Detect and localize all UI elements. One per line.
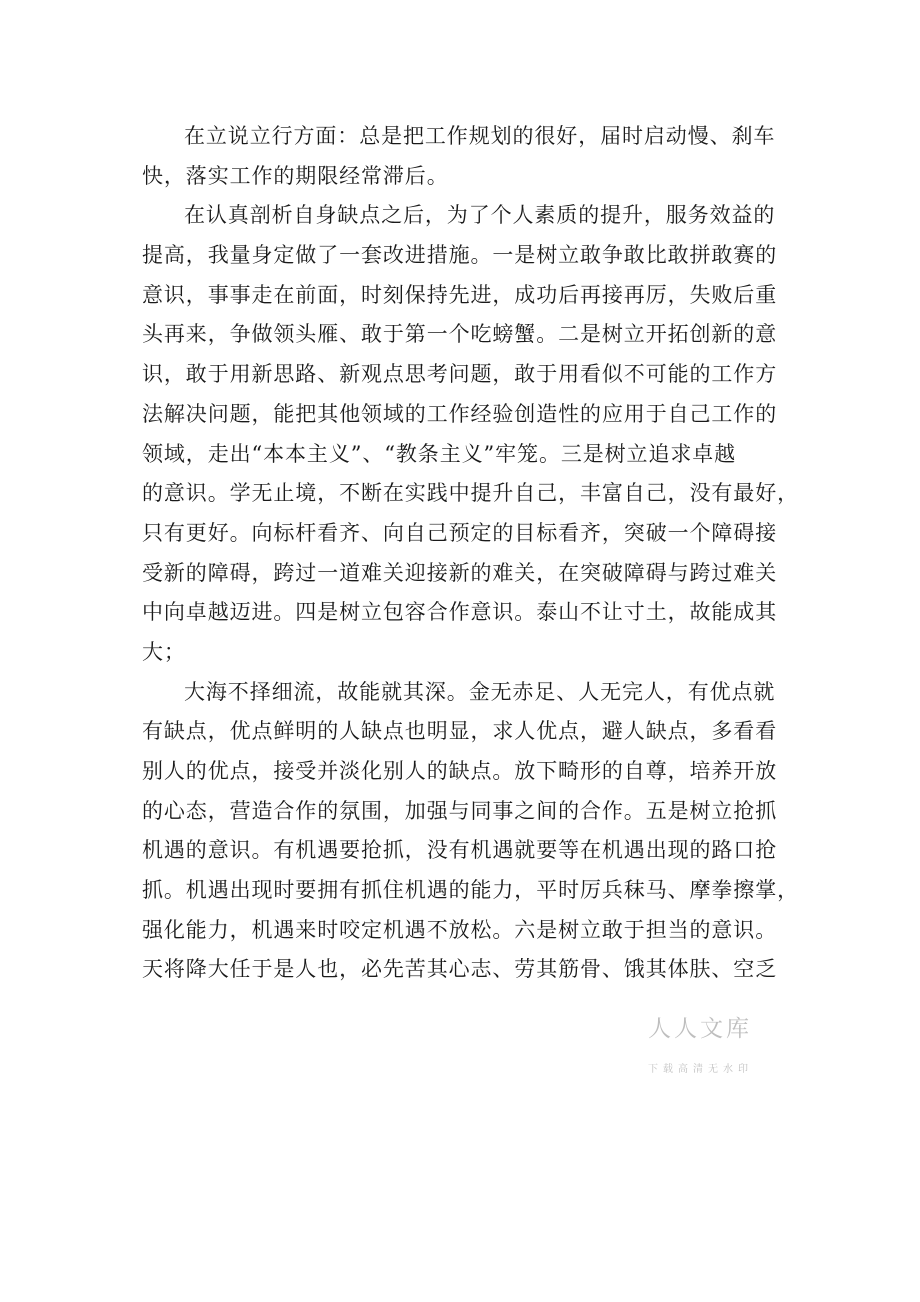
paragraph-line: 只有更好。向标杆看齐、向自己预定的目标看齐，突破一个障碍接	[142, 520, 778, 545]
paragraph-line: 抓。机遇出现时要拥有抓住机遇的能力，平时厉兵秣马、摩拳擦掌，	[142, 878, 799, 903]
paragraph-line: 法解决问题，能把其他领域的工作经验创造性的应用于自己工作的	[142, 401, 778, 426]
paragraph-line: 在立说立行方面：总是把工作规划的很好，届时启动慢、刹车	[184, 124, 776, 148]
paragraph-line: 有缺点，优点鲜明的人缺点也明显，求人优点，避人缺点，多看看	[142, 719, 778, 744]
paragraph-line: 大；	[142, 639, 186, 664]
paragraph-line: 别人的优点，接受并淡化别人的缺点。放下畸形的自尊，培养开放	[142, 759, 778, 783]
document-body	[142, 117, 799, 990]
paragraph-line: 机遇的意识。有机遇要抢抓，没有机遇就要等在机遇出现的路口抢	[142, 838, 778, 863]
paragraph-line: 受新的障碍，跨过一道难关迎接新的难关，在突破障碍与跨过难关	[142, 560, 778, 585]
paragraph-line: 头再来，争做领头雁、敢于第一个吃螃蟹。二是树立开拓创新的意	[142, 322, 778, 347]
paragraph-line: 大海不择细流，故能就其深。金无赤足、人无完人，有优点就	[184, 679, 776, 704]
paragraph-line: 中向卓越迈进。四是树立包容合作意识。泰山不让寸土，故能成其	[142, 600, 778, 625]
paragraph-line: 意识，事事走在前面，时刻保持先进，成功后再接再厉，失败后重	[142, 282, 778, 307]
paragraph-line: 天将降大任于是人也，必先苦其心志、劳其筋骨、饿其体肤、空乏	[142, 957, 778, 982]
paragraph-line: 强化能力，机遇来时咬定机遇不放松。六是树立敢于担当的意识。	[142, 917, 778, 942]
paragraph-line: 在认真剖析自身缺点之后，为了个人素质的提升，服务效益的	[184, 203, 776, 228]
paragraph-line: 的意识。学无止境，不断在实践中提升自己，丰富自己，没有最好，	[142, 481, 799, 506]
paragraph-line: 的心态，营造合作的氛围，加强与同事之间的合作。五是树立抢抓	[142, 798, 778, 823]
paragraph-line: 识，敢于用新思路、新观点思考问题，敢于用看似不可能的工作方	[142, 362, 778, 387]
paragraph-line: 提高，我量身定做了一套改进措施。一是树立敢争敢比敢拼敢赛的	[142, 243, 778, 268]
paragraph-line: 快，落实工作的期限经常滞后。	[142, 163, 449, 188]
watermark-logo: 人人文库	[648, 1015, 752, 1041]
paragraph-line: 领域，走出“本本主义”、“教条主义”牢笼。三是树立追求卓越	[142, 441, 737, 466]
watermark-subtext: 下载高清无水印	[648, 1064, 753, 1075]
